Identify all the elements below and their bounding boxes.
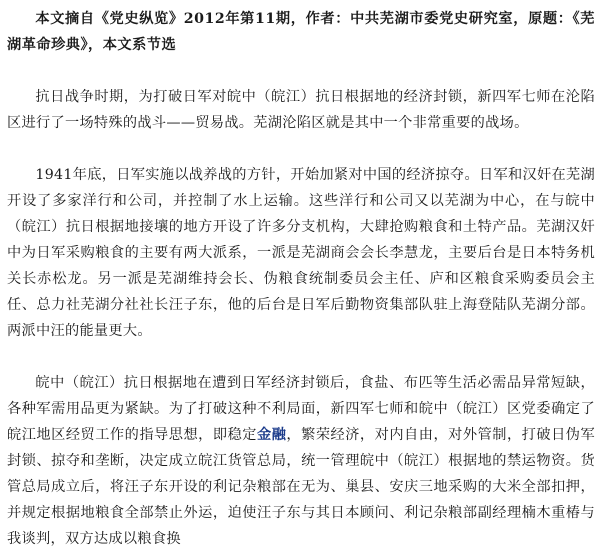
paragraph-spacer (7, 136, 595, 162)
paragraph-1: 抗日战争时期，为打破日军对皖中（皖江）抗日根据地的经济封锁，新四军七师在沦陷区进行了一场特殊的战斗——贸易战。芜湖沦陷区就是其中一个非常重要的战场。 (7, 89, 595, 131)
finance-link[interactable]: 金融 (256, 427, 287, 443)
paragraph-spacer (7, 58, 595, 84)
article-body (7, 6, 595, 552)
paragraph-3-text-end: ，繁荣经济，对内自由，对外管制，打破日伪军封锁、掠夺和垄断，决定成立皖江货管总局，统一管理皖中（皖江）根据地的禁运物资。货管总局成立后，将汪子东开设的利记杂粮部在无为、巢县、安庆三地采购的大米全部扣押，并规定根据地粮食全部禁止外运，迫使汪子东与其日本顾问、利记杂粮部副经理楠木重椿与我谈判，双方达成以粮食换 (7, 427, 595, 547)
paragraph-spacer (7, 344, 595, 370)
paragraph-3-text-start: 皖中（皖江）抗日根据地在遭到日军经济封锁后，食盐、布匹等生活必需品异常短缺，各种军需用品更为紧缺。为了打破这种不利局面，新四军七师和皖中（皖江）区党委确定了皖江地区经贸工作的指导思想，即稳定 (7, 375, 595, 443)
article-source-note: 本文摘自《党史纵览》2012年第11期，作者：中共芜湖市委党史研究室，原题：《芜湖革命珍典》，本文系节选 (7, 11, 595, 53)
paragraph-2: 1941年底，日军实施以战养战的方针，开始加紧对中国的经济掠夺。日军和汉奸在芜湖开设了多家洋行和公司，并控制了水上运输。这些洋行和公司又以芜湖为中心，在与皖中（皖江）抗日根据地接壤的地方开设了许多分支机构，大肆抢购粮食和土特产品。芜湖汉奸中为日军采购粮食的主要有两大派系，一派是芜湖商会会长李慧龙，主要后台是日本特务机关长赤松龙。另一派是芜湖维持会长、伪粮食统制委员会主任、庐和区粮食采购委员会主任、总力社芜湖分社社长汪子东，他的后台是日军后勤物资集部队驻上海登陆队芜湖分部。两派中汪的能量更大。 (7, 167, 595, 339)
paragraph-3 (7, 370, 595, 552)
